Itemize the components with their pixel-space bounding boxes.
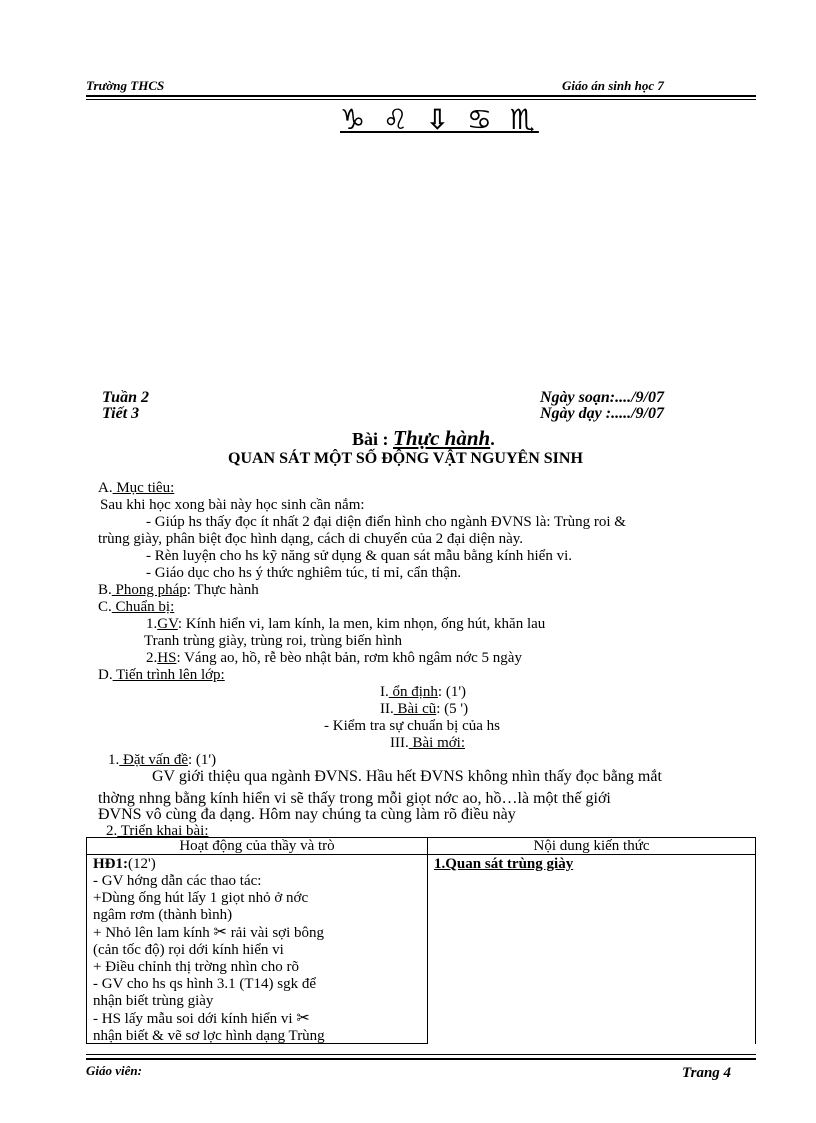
table-line: ngâm rơm (thành bình) [93,907,233,923]
section-c-gv [146,616,545,633]
section-a-intro: Sau khi học xong bài này học sinh cần nắm: [100,497,365,513]
table-cell-activities [87,855,428,1044]
section-c-prefix: C. [98,599,112,615]
table-line-with-icon [93,924,421,942]
section-a-prefix: A. [98,480,113,496]
section-c-hs [146,650,522,667]
section-c-hs-label: HS [157,650,177,666]
table-header-content: Nội dung kiến thức [428,838,756,855]
hd1-time: (12') [128,856,156,872]
section-d3-prefix: III. [390,735,409,751]
table-line-with-icon [93,1010,421,1028]
date-taught: Ngày dạy :...../9/07 [540,405,664,422]
section-c-title: Chuẩn bị: [111,599,175,615]
table-line-part: + Nhỏ lên lam kính [93,925,210,941]
section-d2-value: : (5 ') [436,701,469,717]
header-rule-thin [86,99,756,100]
section-a-item1-line2: trùng giày, phân biệt đọc hình dạng, cách di chuyển của 2 đại diện này. [98,531,524,547]
lesson-dot: . [490,429,495,449]
subsection-1-title: Đặt vấn đề [119,752,188,768]
ornament-symbols: ♑ ♌ ⇩ ♋ ♏ [340,103,539,136]
section-d1-value: : (1') [437,684,467,700]
content-heading: 1.Quan sát trùng giày [434,856,574,872]
section-a-item3: - Giáo dục cho hs ý thức nghiêm túc, tỉ mỉ, cẩn thận. [146,565,462,581]
table-line-part: - HS lấy mẫu soi dới kính hiển vi [93,1011,293,1027]
table-line-part: rải vài sợi bông [230,925,325,941]
table-line: +Dùng ống hút lấy 1 giọt nhỏ ở nớc [93,890,309,906]
week-label: Tuần 2 [102,389,149,406]
scissors-icon: ✂ [296,1010,310,1027]
section-b-title: Phong pháp [111,582,187,598]
section-b-value: : Thực hành [186,582,259,598]
section-c-gv-label: GV [157,616,178,632]
subsection-1-heading [108,752,216,769]
section-c-hs-value: : Váng ao, hồ, rễ bèo nhật bản, rơm khô ngâm nớc 5 ngày [176,650,522,666]
hd1-heading [93,856,421,873]
hd1-title: HĐ1: [93,856,128,872]
scissors-icon: ✂ [213,924,227,941]
table-line: nhận biết trùng giày [93,993,214,1009]
section-d3-title: Bài mới: [408,735,466,751]
table-line: (cản tốc độ) rọi dới kính hiển vi [93,942,284,958]
table-line: - GV cho hs qs hình 3.1 (T14) sgk để [93,976,317,992]
section-a-heading [98,480,174,497]
footer-rule-thick [86,1058,756,1060]
section-b-line [98,582,259,599]
footer-page: Trang 4 [682,1065,732,1081]
section-c-heading [98,599,174,616]
table-line-clipped [93,1028,421,1044]
section-d2-prefix: II. [380,701,394,717]
subsection-1-line2: thờng nhng bằng kính hiển vi sẽ thấy trong mỗi giọt nớc ao, hồ…là một thế giới [98,790,611,807]
lesson-title-main: Thực hành [393,426,491,450]
subsection-1-value: : (1') [187,752,217,768]
section-d3 [390,735,465,752]
table-line: + Điều chỉnh thị trờng nhìn cho rõ [93,959,299,975]
header-rule-thick [86,95,756,97]
section-d-title: Tiến trình lên lớp: [112,667,225,683]
section-d2 [380,701,468,718]
section-c-gv-num: 1. [146,616,158,632]
section-c-gv-value: : Kính hiển vi, lam kính, la men, kim nhọn, ống hút, khăn lau [177,616,546,632]
section-d2-item: - Kiểm tra sự chuẩn bị của hs [324,718,500,734]
section-b-prefix: B. [98,582,112,598]
section-d1-prefix: I. [380,684,389,700]
section-d-prefix: D. [98,667,113,683]
footer-rule-thin [86,1054,756,1055]
subsection-2-title: Triển khai bài: [117,823,209,839]
table-header-activities: Hoạt động của thầy và trò [87,838,428,855]
subsection-1-line3: ĐVNS vô cùng đa dạng. Hôm nay chúng ta cùng làm rõ điều này [98,806,516,823]
table-cell-content [428,855,756,1044]
period-label: Tiết 3 [102,405,140,422]
header-subject: Giáo án sinh học 7 [562,78,664,93]
section-a-title: Mục tiêu: [112,480,175,496]
section-a-item2: - Rèn luyện cho hs kỹ năng sử dụng & quan sát mẫu bằng kính hiển vi. [146,548,572,564]
section-c-gv-value2: Tranh trùng giày, trùng roi, trùng biến hình [144,633,403,649]
subsection-1-prefix: 1. [108,752,120,768]
subsection-1-line1: GV giới thiệu qua ngành ĐVNS. Hầu hết ĐVNS không nhìn thấy đọc bằng mắt [152,768,662,785]
section-d1 [380,684,466,701]
footer-teacher: Giáo viên: [86,1063,142,1078]
section-a-item1-line1: - Giúp hs thấy đọc ít nhất 2 đại diện điển hình cho ngành ĐVNS là: Trùng roi & [146,514,626,530]
lesson-subtitle: QUAN SÁT MỘT SỐ ĐỘNG VẬT NGUYÊN SINH [228,450,583,467]
date-prepared: Ngày soạn:..../9/07 [540,389,664,406]
section-c-hs-num: 2. [146,650,158,666]
header-school: Trường THCS [86,78,165,93]
lesson-activity-table [86,837,756,1044]
subsection-2-prefix: 2. [106,823,118,839]
table-line: - GV hớng dẫn các thao tác: [93,873,262,889]
section-d2-title: Bài cũ [393,701,437,717]
section-d-heading [98,667,225,684]
lesson-title [352,426,495,451]
section-d1-title: ổn định [388,684,438,700]
lesson-label: Bài [352,429,379,449]
table-line-part: nhận biết & vẽ sơ lợc hình dạng Trùng [93,1028,325,1044]
lesson-colon: : [382,429,389,449]
